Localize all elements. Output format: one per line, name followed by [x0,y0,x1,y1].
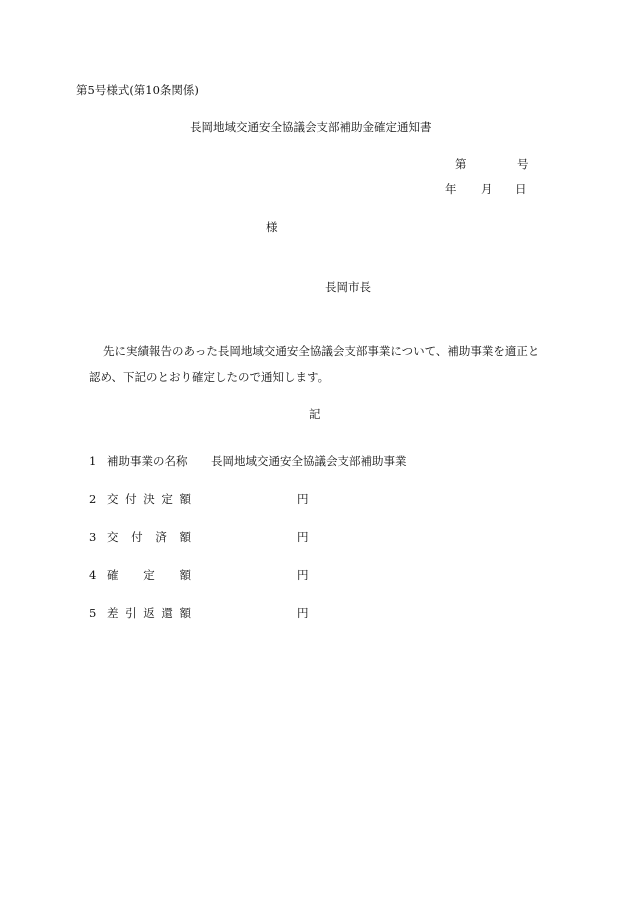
reference-number-dai: 第 [455,157,467,171]
item-number: 2 [89,492,97,506]
notice-body-line-2: 認め、下記のとおり確定したので通知します。 [89,370,330,384]
date-year: 年 [445,182,457,196]
item-yen-unit: 円 [297,530,309,544]
item-value: 長岡地域交通安全協議会支部補助事業 [211,454,407,468]
date-month: 月 [481,182,493,196]
document-title: 長岡地域交通安全協議会支部補助金確定通知書 [190,120,432,134]
notice-body [89,338,559,390]
recipient-honorific: 様 [266,220,278,234]
item-number: 5 [89,606,97,620]
item-label: 交付決定額 [107,492,191,506]
item-label: 差引返還額 [107,606,191,620]
item-number: 1 [89,454,97,468]
reference-number-go: 号 [517,157,529,171]
sender-name: 長岡市長 [325,280,371,294]
item-label: 確定額 [107,568,191,582]
ki-heading: 記 [309,407,321,421]
item-label: 補助事業の名称 [107,454,188,468]
date-day: 日 [515,182,527,196]
item-yen-unit: 円 [297,568,309,582]
item-yen-unit: 円 [297,492,309,506]
item-number: 4 [89,568,97,582]
notice-body-line-1: 先に実績報告のあった長岡地域交通安全協議会支部事業について、補助事業を適正と [103,344,540,358]
item-label: 交付済額 [107,530,191,544]
form-number: 第5号様式(第10条関係) [76,83,199,97]
item-number: 3 [89,530,97,544]
item-yen-unit: 円 [297,606,309,620]
